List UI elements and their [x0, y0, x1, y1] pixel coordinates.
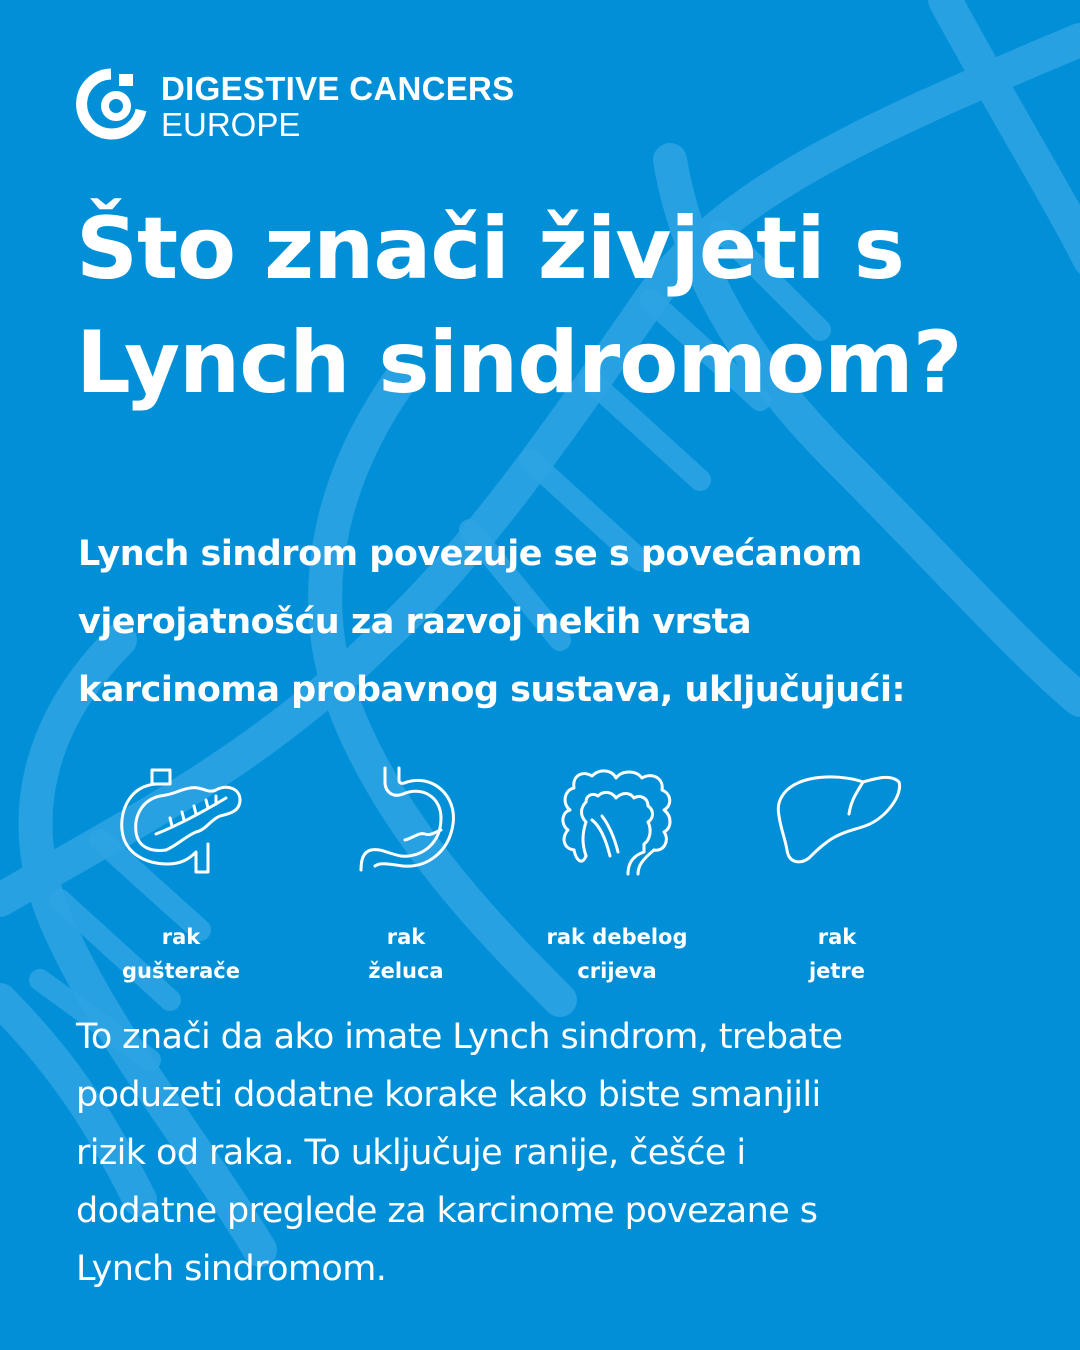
cancer-item-pancreas	[61, 760, 301, 988]
pancreas-icon	[116, 760, 246, 878]
cancer-label-line2: crijeva	[577, 959, 657, 983]
cancer-label-line2: jetre	[808, 959, 866, 983]
title-line2: Lynch sindromom?	[76, 313, 962, 413]
body-paragraph	[76, 1008, 1036, 1298]
body-line5: Lynch sindromom.	[76, 1249, 387, 1289]
cancer-label-line2: želuca	[368, 959, 444, 983]
cancer-label-line1: rak	[386, 925, 426, 949]
body-line3: rizik od raka. To uključuje ranije, češće i	[76, 1133, 746, 1173]
cancer-item-colon	[497, 760, 737, 988]
cancer-item-liver	[717, 760, 957, 988]
lead-paragraph	[78, 520, 1038, 724]
cancer-label-line1: rak	[817, 925, 857, 949]
cancer-item-stomach	[286, 760, 526, 988]
cancer-types-row	[0, 760, 1080, 983]
cancer-label-line2: gušterače	[122, 959, 240, 983]
liver-icon	[767, 760, 907, 878]
cancer-label-line1: rak	[161, 925, 201, 949]
body-line1: To znači da ako imate Lynch sindrom, trebate	[76, 1017, 843, 1057]
brand-logo	[75, 68, 515, 144]
brand-name-line1: DIGESTIVE CANCERS	[161, 69, 515, 107]
page-title	[76, 192, 1036, 420]
stomach-icon	[341, 760, 471, 878]
lead-line2: vjerojatnošću za razvoj nekih vrsta	[78, 602, 752, 642]
lead-line3: karcinoma probavnog sustava, uključujući:	[78, 670, 905, 710]
title-line1: Što znači živjeti s	[76, 199, 904, 299]
colon-icon	[552, 760, 682, 878]
dce-logo-icon	[75, 68, 147, 144]
body-line4: dodatne preglede za karcinome povezane s	[76, 1191, 818, 1231]
brand-name-line2: EUROPE	[161, 105, 301, 143]
body-line2: poduzeti dodatne korake kako biste smanjili	[76, 1075, 821, 1115]
cancer-label-line1: rak debelog	[546, 925, 688, 949]
lead-line1: Lynch sindrom povezuje se s povećanom	[78, 534, 862, 574]
